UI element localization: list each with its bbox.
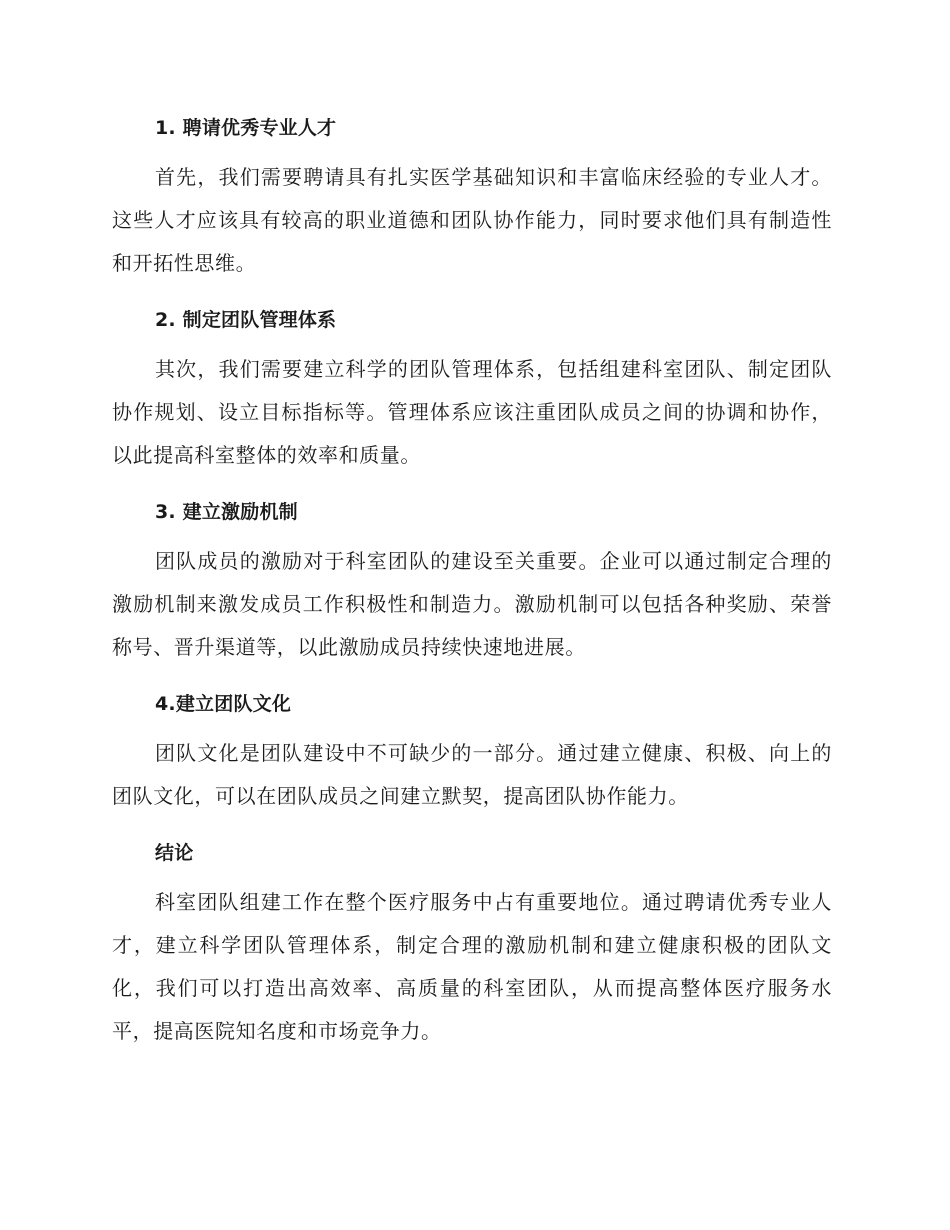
- section-paragraph: 其次，我们需要建立科学的团队管理体系，包括组建科室团队、制定团队协作规划、设立目标指标等。管理体系应该注重团队成员之间的协调和协作，以此提高科室整体的效率和质量。: [112, 357, 832, 467]
- section-recruit-talent: [112, 108, 832, 285]
- section-conclusion: [112, 833, 832, 1053]
- section-incentive-mechanism: [112, 492, 832, 669]
- section-heading: 1. 聘请优秀专业人才: [155, 117, 337, 139]
- section-heading: 4.建立团队文化: [155, 693, 292, 715]
- document-page: [112, 108, 832, 1068]
- section-paragraph: 科室团队组建工作在整个医疗服务中占有重要地位。通过聘请优秀专业人才，建立科学团队管理体系，制定合理的激励机制和建立健康积极的团队文化，我们可以打造出高效率、高质量的科室团队，从而提高整体医疗服务水平，提高医院知名度和市场竞争力。: [112, 890, 832, 1043]
- section-team-culture: [112, 684, 832, 818]
- section-heading: 2. 制定团队管理体系: [155, 309, 337, 331]
- section-paragraph: 首先，我们需要聘请具有扎实医学基础知识和丰富临床经验的专业人才。这些人才应该具有较高的职业道德和团队协作能力，同时要求他们具有制造性和开拓性思维。: [112, 165, 832, 275]
- section-paragraph: 团队文化是团队建设中不可缺少的一部分。通过建立健康、积极、向上的团队文化，可以在团队成员之间建立默契，提高团队协作能力。: [112, 741, 832, 808]
- section-heading: 3. 建立激励机制: [155, 501, 298, 523]
- section-management-system: [112, 300, 832, 477]
- section-heading: 结论: [155, 842, 194, 864]
- section-paragraph: 团队成员的激励对于科室团队的建设至关重要。企业可以通过制定合理的激励机制来激发成员工作积极性和制造力。激励机制可以包括各种奖励、荣誉称号、晋升渠道等，以此激励成员持续快速地进展。: [112, 549, 832, 659]
